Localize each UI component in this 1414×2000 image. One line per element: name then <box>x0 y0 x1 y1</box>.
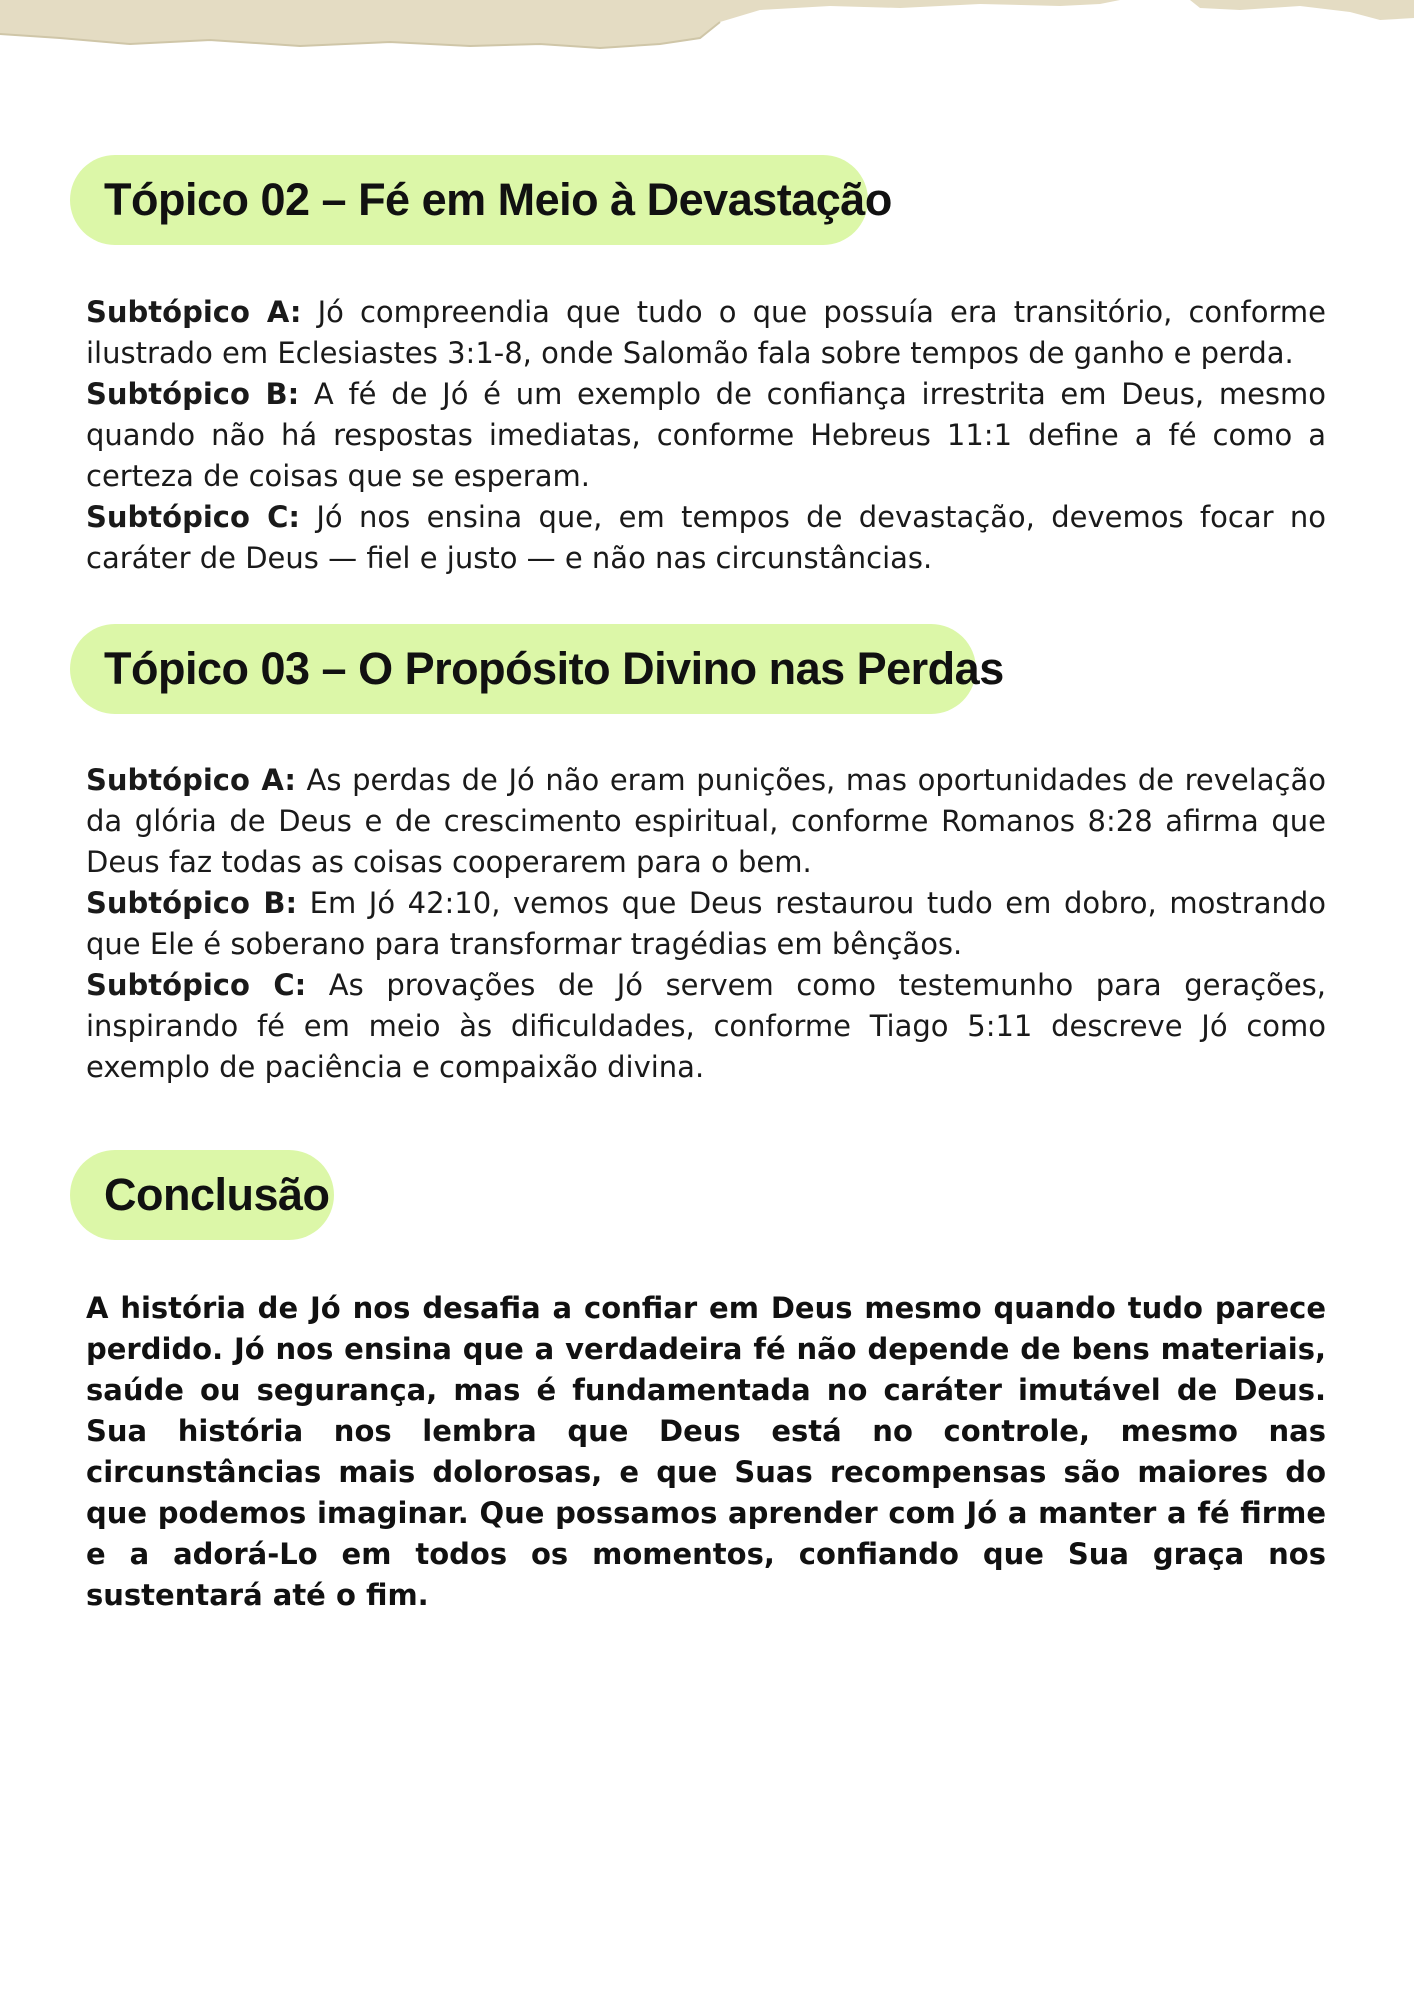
subtopic-text: Jó compreendia que tudo o que possuía era transitório, conforme ilustrado em Eclesiastes 3:1-8, onde Salomão fala sobre tempos de ganho e perda. <box>86 295 1326 370</box>
subtopic-text: Em Jó 42:10, vemos que Deus restaurou tudo em dobro, mostrando que Ele é soberano para transformar tragédias em bênçãos. <box>86 886 1327 961</box>
subtopic-label: Subtópico B: <box>86 886 298 920</box>
subtopic-label: Subtópico A: <box>86 763 296 797</box>
subtopic-text: Jó nos ensina que, em tempos de devastação, devemos focar no caráter de Deus — fiel e justo — e não nas circunstâncias. <box>86 500 1326 575</box>
subtopic-a <box>86 292 1326 374</box>
subtopic-b <box>86 883 1326 965</box>
subtopic-a <box>86 760 1326 883</box>
subtopic-b <box>86 374 1326 497</box>
subtopic-label: Subtópico A: <box>86 295 302 329</box>
conclusion-body <box>86 1288 1326 1616</box>
topic-02-body <box>86 292 1326 579</box>
topic-02-heading: Tópico 02 – Fé em Meio à Devastação <box>70 155 868 245</box>
subtopic-c <box>86 497 1326 579</box>
subtopic-text: A fé de Jó é um exemplo de confiança irrestrita em Deus, mesmo quando não há respostas imediatas, conforme Hebreus 11:1 define a fé como a certeza de coisas que se esperam. <box>86 377 1327 493</box>
subtopic-label: Subtópico B: <box>86 377 300 411</box>
topic-03-heading: Tópico 03 – O Propósito Divino nas Perdas <box>70 624 976 714</box>
torn-paper-decoration <box>0 0 1414 60</box>
subtopic-c <box>86 965 1326 1088</box>
topic-03-body <box>86 760 1326 1088</box>
conclusion-heading: Conclusão <box>70 1150 334 1240</box>
subtopic-text: As perdas de Jó não eram punições, mas oportunidades de revelação da glória de Deus e de crescimento espiritual, conforme Romanos 8:28 afirma que Deus faz todas as coisas cooperarem para o bem. <box>86 763 1326 879</box>
subtopic-text: As provações de Jó servem como testemunho para gerações, inspirando fé em meio às dificuldades, conforme Tiago 5:11 descreve Jó como exemplo de paciência e compaixão divina. <box>86 968 1326 1084</box>
subtopic-label: Subtópico C: <box>86 500 300 534</box>
conclusion-text: A história de Jó nos desafia a confiar em Deus mesmo quando tudo parece perdido. Jó nos ensina que a verdadeira fé não depende de bens materiais, saúde ou segurança, mas é fundamentada no caráter imutável de Deus. Sua história nos lembra que Deus está no controle, mesmo nas circunstâncias mais dolorosas, e que Suas recompensas são maiores do que podemos imaginar. Que possamos aprender com Jó a manter a fé firme e a adorá-Lo em todos os momentos, confiando que Sua graça nos sustentará até o fim. <box>86 1291 1326 1612</box>
subtopic-label: Subtópico C: <box>86 968 307 1002</box>
